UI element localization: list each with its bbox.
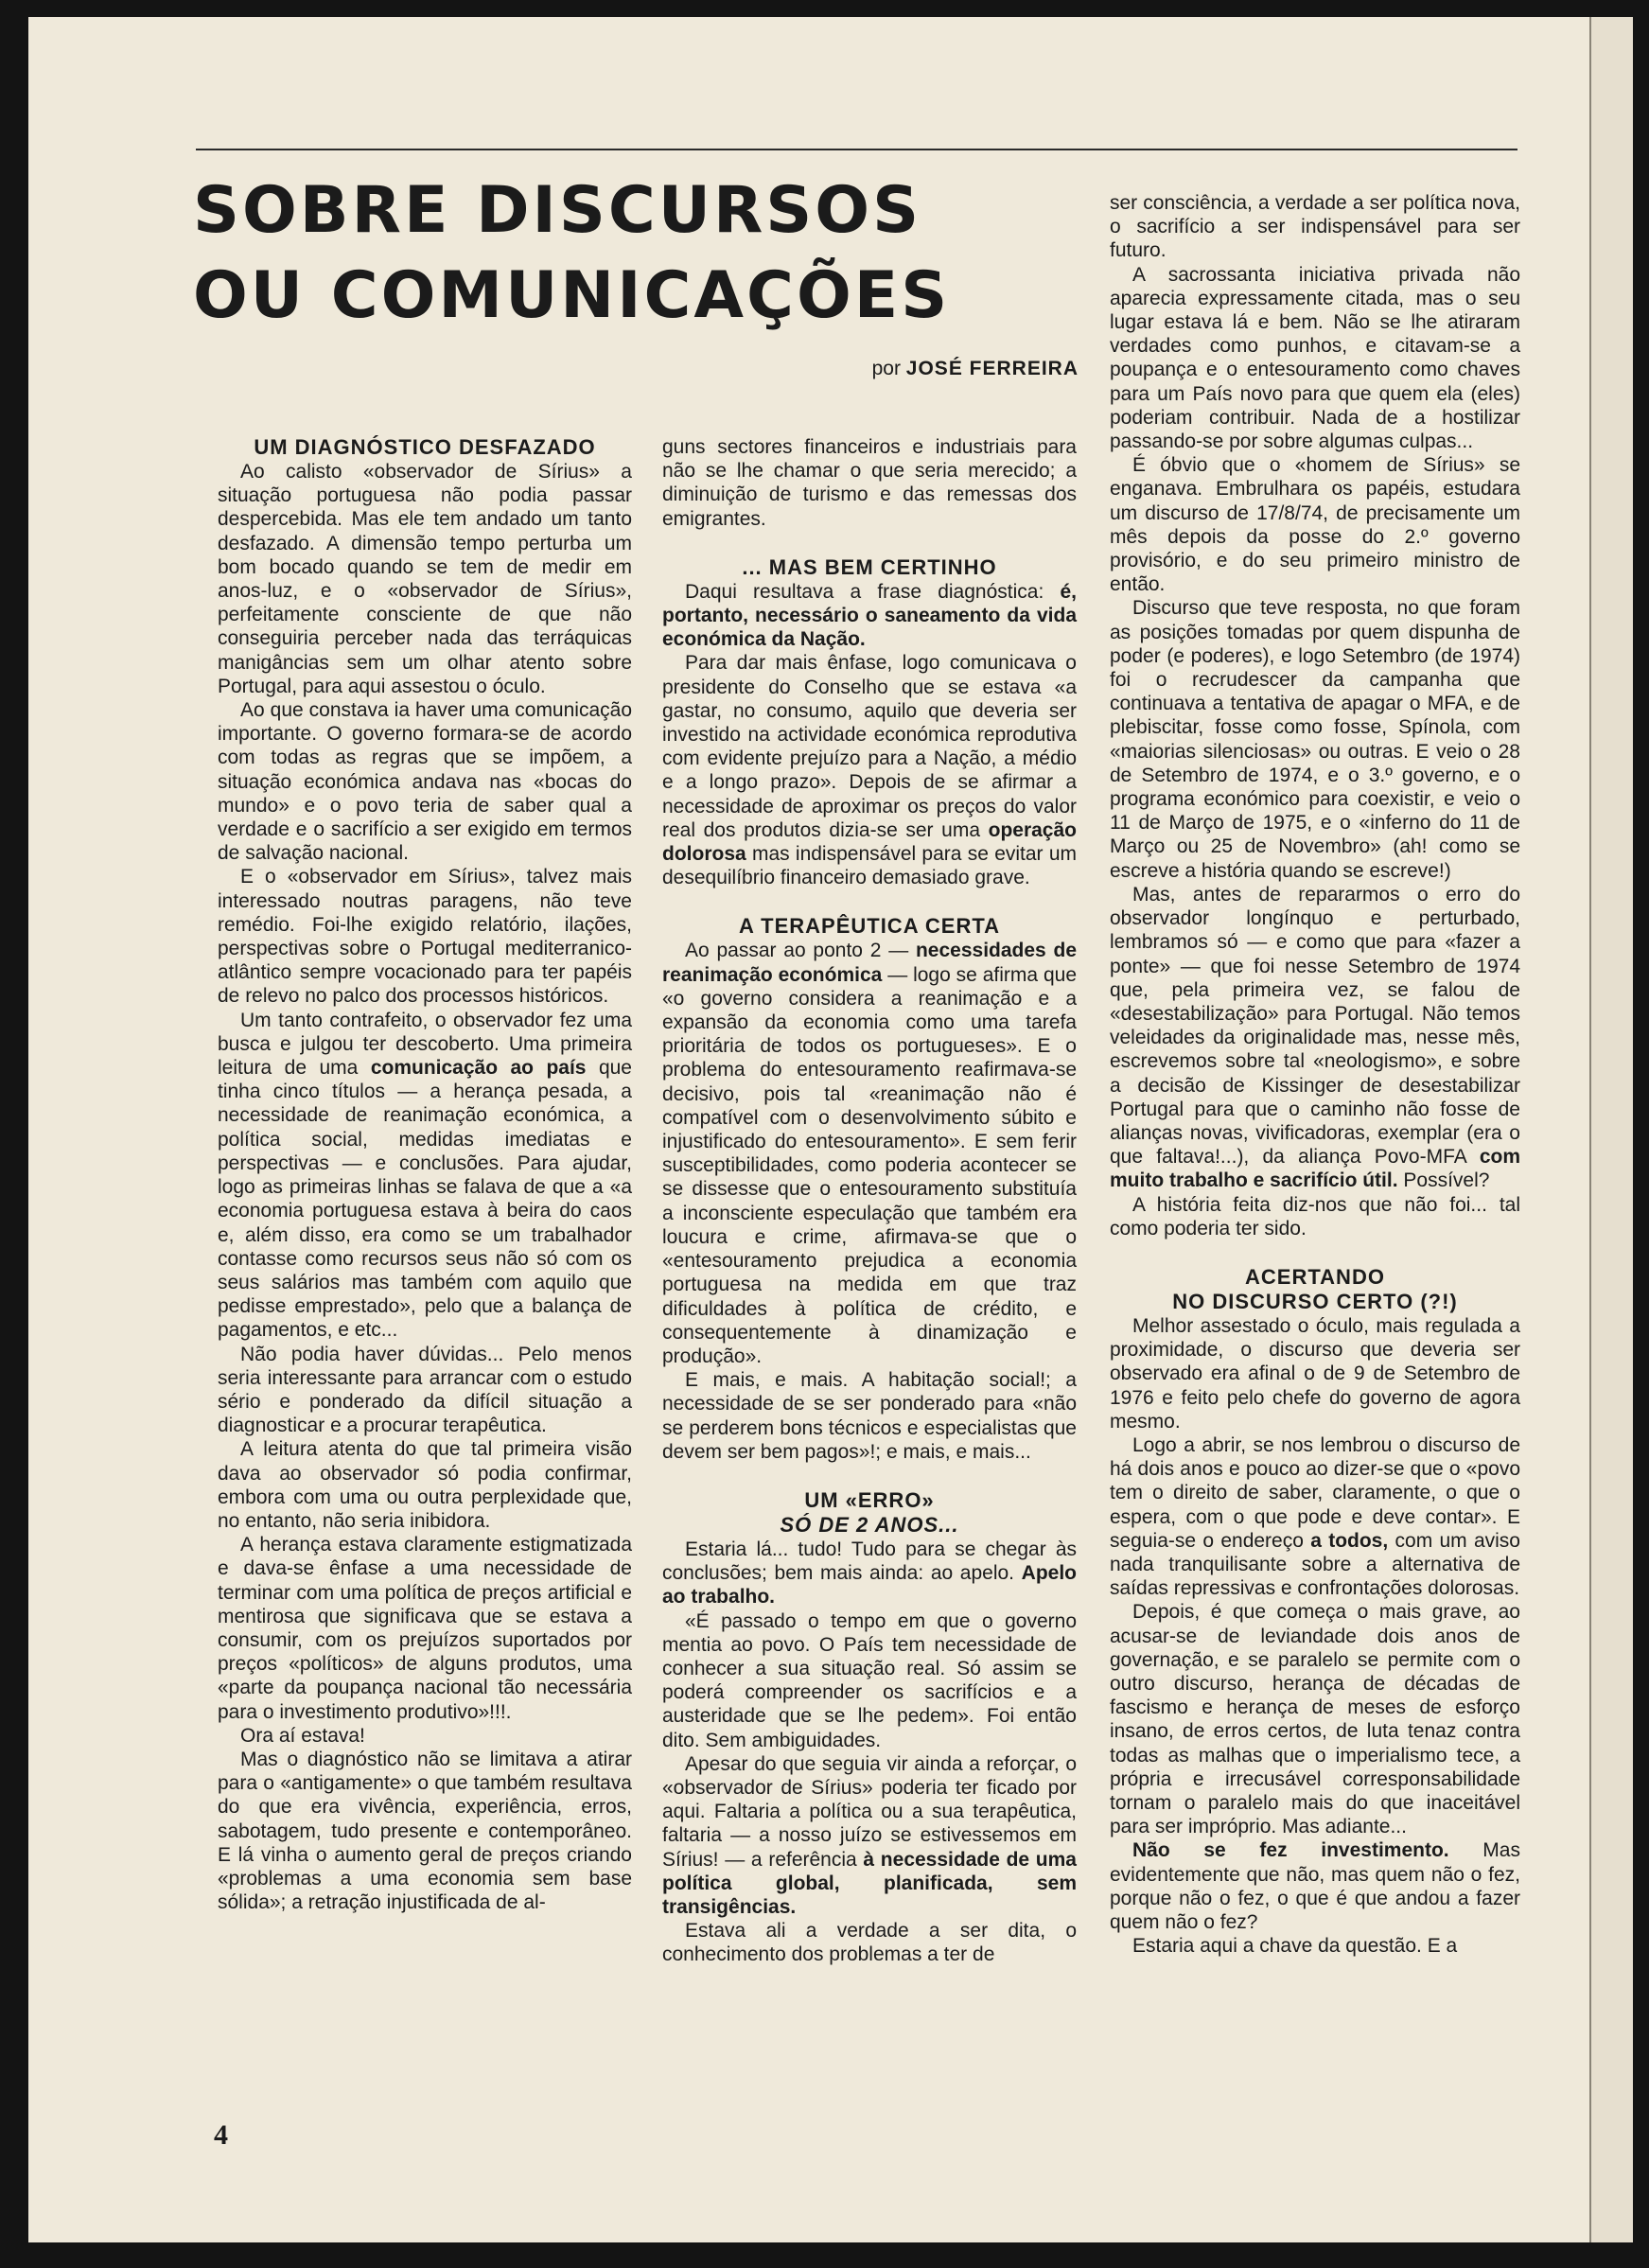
subheading-terapeutica: A TERAPÊUTICA CERTA [738, 914, 1001, 939]
text: mas indispensável para se evitar um desequilíbrio financeiro demasiado grave. [662, 843, 1077, 889]
paragraph: Não podia haver dúvidas... Pelo menos seria interessante para arrancar com o estudo sério e ponderado da difícil situação a diagnosticar e a procurar terapêutica. [218, 1343, 632, 1437]
magazine-page [28, 17, 1589, 2242]
paragraph [662, 939, 1077, 1368]
byline-author: JOSÉ FERREIRA [905, 358, 1079, 379]
paragraph: Ao calisto «observador de Sírius» a situação portuguesa não podia passar despercebida. Mas ele tem andado um tanto desfazado. A dimensão tempo perturba um bom bocado quando se tem de medir em anos-luz, e o «observador de Sírius», perfeitamente consciente de que não conseguiria perceber nada das terráquicas manigâncias sem um olhar atento sobre Portugal, para aqui assestou o óculo. [218, 461, 632, 697]
paragraph: E o «observador em Sírius», talvez mais interessado noutras paragens, não teve remédio. Foi-lhe exigido relatório, ilações, perspectivas sobre o Portugal mediterranico-atlântico sempre vocacionado para ter papéis de relevo no palco dos processos históricos. [218, 866, 632, 1008]
emphasis: operação dolorosa [662, 818, 1077, 866]
paragraph [662, 651, 1077, 889]
text: Possível? [1397, 1169, 1490, 1192]
paragraph: Depois, é que começa o mais grave, ao acusar-se de leviandade dois anos de governação, e se paralelo se permite com o outro discurso, herança de décadas de fascismo e herança de meses de esforço insano, de erros certos, de luta tenaz contra todas as malhas que o imperialismo tece, a própria e irrecusável corresponsabilidade tornam o paralelo mais do que inaceitável para ser impróprio. Mas adiante... [1110, 1601, 1520, 1838]
subheading-diagnostico: UM DIAGNÓSTICO DESFAZADO [254, 435, 596, 459]
text: com um aviso nada tranquilisante sobre a alternativa de saídas repressivas e confrontações dolorosas. [1110, 1529, 1520, 1600]
paragraph [662, 1538, 1077, 1609]
top-rule [196, 149, 1517, 150]
paragraph [1110, 883, 1520, 1193]
paragraph [662, 580, 1077, 652]
paragraph: A sacrossanta iniciativa privada não aparecia expressamente citada, mas o seu lugar estava lá e bem. Não se lhe atiraram verdades como punhos, e citavam-se a poupança e o entesouramento como chaves para um País novo para que quem ela (eles) poderiam contribuir. Nada de a hostilizar passando-se por sobre algumas culpas... [1110, 263, 1520, 453]
paragraph [662, 1752, 1077, 1919]
emphasis: é, portanto, necessário o saneamento da vida económica da Nação. [662, 580, 1077, 651]
paragraph: E mais, e mais. A habitação social!; a necessidade de se ser ponderado para «não se perderem bons técnicos e especialistas que devem ser bem pagos»!; e mais, e mais... [662, 1369, 1077, 1463]
emphasis: comunicação ao país [370, 1057, 587, 1080]
subheading-acertando-line-1: ACERTANDO [1245, 1264, 1385, 1289]
paragraph: É óbvio que o «homem de Sírius» se enganava. Embrulhara os papéis, estudara um discurso de 17/8/74, de precisamente um mês depois da posse do 2.º governo provisório, e do seu primeiro ministro de então. [1110, 454, 1520, 596]
emphasis: Apelo ao trabalho. [662, 1562, 1077, 1609]
paragraph: A herança estava claramente estigmatizada e dava-se ênfase a uma necessidade de terminar com uma política de preços artificial e mentirosa que significava que se estava a consumir, com os prejuízos suportados por preços «políticos» de alguns produtos, uma «parte da poupança nacional tão necessária para o investimento produtivo»!!!. [218, 1534, 632, 1723]
next-page-edge [1589, 17, 1633, 2242]
paragraph [1110, 1838, 1520, 1934]
emphasis: necessidades de reanimação económica [662, 940, 1078, 986]
text: Mas evidentemente que não, mas quem não o fez, porque não o fez, o que é que andou a fazer quem não o fez? [1110, 1839, 1520, 1934]
text: Para dar mais ênfase, logo comunicava o presidente do Conselho que se estava «a gastar, no consumo, aquilo que deveria ser investido na actividade económica reprodutiva com evidente prejuízo para a Nação, a médio e a longo prazo». Depois de se afirmar a necessidade de aproximar os preços do valor real dos produtos dizia-se ser uma [662, 652, 1077, 841]
text: Logo a abrir, se nos lembrou o discurso de há dois anos e pouco ao dizer-se que o «povo tem o direito de saber, claramente, o que o espera, com o que pode e deve contar». E seguia-se o endereço [1110, 1433, 1520, 1552]
column-1 [218, 435, 632, 1914]
title-line-1: SOBRE DISCURSOS [193, 173, 922, 248]
text: Apesar do que seguia vir ainda a reforçar, o «observador de Sírius» poderia ter ficado por aqui. Faltaria a política ou a sua terapêutica, faltaria — a nosso juízo se estivessemos em Sírius! — a referência [662, 1752, 1077, 1871]
emphasis: a todos, [1310, 1529, 1389, 1552]
subheading-erro-line-1: UM «ERRO» [804, 1487, 935, 1512]
text: que tinha cinco títulos — a herança pesada, a necessidade de reanimação económica, a política social, medidas imediatas e perspectivas — e conclusões. Para ajudar, logo as primeiras linhas se falava de que a «a economia portuguesa estava à beira do caos e, além disso, era como se um trabalhador contasse como recursos seus não só com os seus salários mas também com aquilo que pedisse emprestado», pelo que a balança de pagamentos, e etc... [218, 1057, 632, 1342]
emphasis: com muito trabalho e sacrifício útil. [1110, 1146, 1520, 1192]
paragraph: guns sectores financeiros e industriais para não se lhe chamar o que seria merecido; a diminuição de turismo e das remessas dos emigrantes. [662, 436, 1077, 530]
title-line-2: OU COMUNICAÇÕES [193, 258, 951, 333]
subheading-bem-certinho: ... MAS BEM CERTINHO [742, 554, 997, 579]
subheading-erro-line-2: SÓ DE 2 ANOS... [780, 1512, 959, 1537]
column-2 [662, 435, 1077, 1967]
text: Daqui resultava a frase diagnóstica: [685, 580, 1061, 603]
paragraph: Melhor assestado o óculo, mais regulada a proximidade, o discurso que deveria ser observado era afinal o de 9 de Setembro de 1976 e feito pelo chefe do governo de agora mesmo. [1110, 1314, 1520, 1433]
paragraph: Estava ali a verdade a ser dita, o conhecimento dos problemas a ter de [662, 1920, 1077, 1966]
paragraph: Estaria aqui a chave da questão. E a [1132, 1935, 1458, 1958]
paragraph: ser consciência, a verdade a ser política nova, o sacrifício a ser indispensável para ser futuro. [1110, 192, 1520, 262]
emphasis: à necessidade de uma política global, planificada, sem transigências. [662, 1848, 1077, 1918]
paragraph: Ora aí estava! [240, 1724, 365, 1747]
text: Ao passar ao ponto 2 — [685, 940, 916, 962]
text: Um tanto contrafeito, o observador fez uma busca e julgou ter descoberto. Uma primeira leitura de uma [218, 1009, 632, 1080]
paragraph: A leitura atenta do que tal primeira visão dava ao observador só podia confirmar, embora com uma ou outra perplexidade que, no entanto, não seria inibidora. [218, 1438, 632, 1532]
byline [823, 358, 1079, 380]
emphasis: Não se fez investimento. [1132, 1839, 1449, 1862]
text: — logo se afirma que «o governo considera a reanimação e a expansão da economia como uma tarefa prioritária de todos os portugueses». E o problema do entesouramento reafirmava-se decisivo, pois tal «reanimação não é compatível com o desenvolvimento súbito e injustificado do entesouramento». E sem ferir susceptibilidades, como poderia acontecer se se dissesse que o entesouramento substituía a inconsciente especulação que também era loucura e crime, afirmava-se que o «entesouramento prejudica a economia portuguesa na medida em que traz dificuldades à política de crédito, e consequentemente à dinamização e produção». [662, 963, 1077, 1367]
text: Mas, antes de repararmos o erro do observador longínquo e perturbado, lembramos só — e como que para «fazer a ponte» — que foi nesse Setembro de 1974 que, pela primeira vez, se falou de «desestabilização» para Portugal. Não temos veleidades da originalidade mas, nesse mês, escrevemos sobre tal «neologismo», e sobre a decisão de Kissinger de desestabilizar Portugal para que o caminho não fosse de alianças novas, vivificadoras, exemplar (era o que faltava!...), da aliança Povo-MFA [1110, 883, 1520, 1169]
paragraph: Ao que constava ia haver uma comunicação importante. O governo formara-se de acordo com todas as regras que se impõem, a situação económica andava nas «bocas do mundo» e o povo teria de saber qual a verdade e o sacrifício a ser exigido em termos de salvação nacional. [218, 699, 632, 865]
paragraph: Discurso que teve resposta, no que foram as posições tomadas por quem dispunha de poder (e poderes), e logo Setembro (de 1974) foi o recrudescer da campanha que continuava a tentativa de apagar o MFA, e de plebiscitar, fosse como fosse, Spínola, com «maiorias silenciosas» ou outras. E veio o 28 de Setembro de 1974, e o 3.º governo, e o programa económico para coexistir, e veio o 11 de Março de 1975, e o «inferno do 11 de Março ou 25 de Novembro» (ah! como se escreve a história quando se escreve!) [1110, 597, 1520, 882]
article-title [193, 168, 1026, 339]
column-3 [1110, 191, 1520, 1958]
text: Estaria lá... tudo! Tudo para se chegar às conclusões; bem mais ainda: ao apelo. [662, 1538, 1077, 1585]
paragraph [1110, 1433, 1520, 1600]
page-number: 4 [214, 2119, 228, 2151]
paragraph [218, 1009, 632, 1343]
paragraph: Mas o diagnóstico não se limitava a atirar para o «antigamente» o que também resultava do que era vivência, experiência, erros, sabotagem, tudo presente e contemporâneo. E lá vinha o aumento geral de preços criando «problemas a uma economia sem base sólida»; a retração injustificada de al- [218, 1748, 632, 1914]
byline-prefix: por [871, 358, 901, 379]
paragraph: A história feita diz-nos que não foi... tal como poderia ter sido. [1110, 1193, 1520, 1239]
paragraph: «É passado o tempo em que o governo mentia ao povo. O País tem necessidade de conhecer a sua situação real. Só assim se poderá compreender os sacrifícios e a austeridade que se lhe pedem». Foi então dito. Sem ambiguidades. [662, 1609, 1077, 1751]
subheading-acertando-line-2: NO DISCURSO CERTO (?!) [1172, 1289, 1458, 1313]
